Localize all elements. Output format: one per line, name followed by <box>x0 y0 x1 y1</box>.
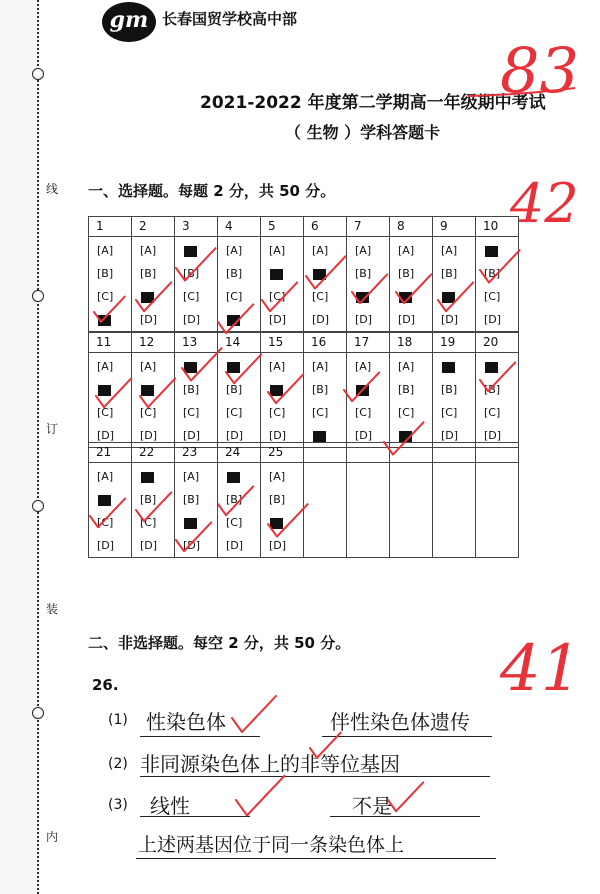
question-number: 8 <box>397 219 405 233</box>
question-header-cell <box>131 216 175 237</box>
answer-3-blank-2: 不是 <box>352 794 392 818</box>
binding-dotted-line <box>37 0 39 894</box>
question-number: 22 <box>139 445 155 459</box>
option-label: [D] <box>269 539 287 552</box>
question-number: 11 <box>96 335 112 349</box>
question-number: 12 <box>139 335 155 349</box>
filled-bubble <box>184 362 197 373</box>
filled-bubble <box>270 385 283 396</box>
option-label: [D] <box>312 313 330 326</box>
option-label: [D] <box>226 429 244 442</box>
option-label: [D] <box>97 429 115 442</box>
option-label: [B] <box>183 383 200 396</box>
binding-hole <box>32 68 44 80</box>
filled-bubble <box>270 269 283 280</box>
filled-bubble <box>98 385 111 396</box>
option-label: [C] <box>484 406 501 419</box>
option-label: [B] <box>226 267 243 280</box>
filled-bubble <box>98 495 111 506</box>
question-number: 18 <box>397 335 413 349</box>
option-label: [D] <box>140 539 158 552</box>
option-label: [C] <box>97 290 114 303</box>
question-options-cell <box>432 462 476 558</box>
binding-hole <box>32 500 44 512</box>
answer-3-blank-1: 线性 <box>150 794 190 818</box>
option-label: [C] <box>269 406 286 419</box>
option-label: [C] <box>484 290 501 303</box>
question-header-cell <box>432 216 476 237</box>
question-header-cell <box>346 442 390 463</box>
option-label: [C] <box>398 406 415 419</box>
filled-bubble <box>270 518 283 529</box>
answer-line <box>322 736 492 737</box>
option-label: [D] <box>183 313 201 326</box>
answer-line <box>330 816 480 817</box>
question-number: 19 <box>440 335 456 349</box>
option-label: [C] <box>183 406 200 419</box>
option-label: [D] <box>183 429 201 442</box>
option-label: [D] <box>226 539 244 552</box>
option-label: [C] <box>226 290 243 303</box>
school-logo: gm <box>102 2 156 42</box>
option-label: [A] <box>97 360 114 373</box>
option-label: [B] <box>484 383 501 396</box>
option-label: [A] <box>355 360 372 373</box>
filled-bubble <box>227 362 240 373</box>
option-label: [D] <box>355 429 373 442</box>
question-options-cell <box>346 462 390 558</box>
binding-label-inner: 内 <box>46 830 59 844</box>
option-label: [A] <box>269 470 286 483</box>
question-number: 15 <box>268 335 284 349</box>
option-label: [B] <box>269 493 286 506</box>
question-number: 5 <box>268 219 276 233</box>
check-mark <box>388 782 423 811</box>
filled-bubble <box>399 431 412 442</box>
binding-hole <box>32 290 44 302</box>
option-label: [C] <box>97 516 114 529</box>
option-label: [B] <box>398 267 415 280</box>
option-label: [A] <box>269 360 286 373</box>
option-label: [A] <box>398 360 415 373</box>
option-label: [A] <box>312 244 329 257</box>
option-label: [B] <box>484 267 501 280</box>
option-label: [D] <box>484 429 502 442</box>
option-label: [D] <box>398 313 416 326</box>
option-label: [A] <box>140 244 157 257</box>
option-label: [B] <box>398 383 415 396</box>
question-header-cell <box>432 442 476 463</box>
filled-bubble <box>227 472 240 483</box>
option-label: [B] <box>441 383 458 396</box>
answer-grid <box>88 216 518 556</box>
question-number: 23 <box>182 445 198 459</box>
section2-score: 41 <box>500 632 582 706</box>
subject-line: （ 生物 ）学科答题卡 <box>285 123 441 142</box>
question-number: 17 <box>354 335 370 349</box>
question-number: 21 <box>96 445 112 459</box>
question-header-cell <box>346 216 390 237</box>
binding-label-line: 线 <box>46 182 59 196</box>
option-label: [B] <box>183 267 200 280</box>
question-header-cell <box>260 216 304 237</box>
option-label: [D] <box>97 539 115 552</box>
filled-bubble <box>98 315 111 326</box>
question-number: 20 <box>483 335 499 349</box>
option-label: [C] <box>441 406 458 419</box>
filled-bubble <box>184 246 197 257</box>
filled-bubble <box>141 385 154 396</box>
option-label: [C] <box>140 516 157 529</box>
option-label: [A] <box>140 360 157 373</box>
question-header-cell <box>174 216 218 237</box>
option-label: [C] <box>312 406 329 419</box>
question-number: 16 <box>311 335 327 349</box>
option-label: [A] <box>226 244 243 257</box>
answer-2-blank: 非同源染色体上的非等位基因 <box>140 752 400 776</box>
option-label: [A] <box>97 244 114 257</box>
binding-hole <box>32 707 44 719</box>
option-label: [C] <box>226 516 243 529</box>
question-header-cell <box>389 442 433 463</box>
option-label: [B] <box>312 383 329 396</box>
answer-1-label: (1) <box>108 712 128 728</box>
option-label: [B] <box>97 267 114 280</box>
question-header-cell <box>303 442 347 463</box>
question-number: 1 <box>96 219 104 233</box>
binding-label-staple: 订 <box>46 422 59 436</box>
option-label: [B] <box>441 267 458 280</box>
option-label: [C] <box>312 290 329 303</box>
filled-bubble <box>141 292 154 303</box>
option-label: [B] <box>226 493 243 506</box>
option-label: [A] <box>355 244 372 257</box>
option-label: [D] <box>441 313 459 326</box>
filled-bubble <box>141 472 154 483</box>
option-label: [B] <box>140 267 157 280</box>
option-label: [C] <box>183 290 200 303</box>
question-options-cell <box>303 462 347 558</box>
option-label: [A] <box>398 244 415 257</box>
question-number: 7 <box>354 219 362 233</box>
question-number: 24 <box>225 445 241 459</box>
filled-bubble <box>399 292 412 303</box>
answer-1-blank-2: 伴性染色体遗传 <box>330 710 470 734</box>
filled-bubble <box>184 518 197 529</box>
option-label: [A] <box>269 244 286 257</box>
option-label: [D] <box>441 429 459 442</box>
question-options-cell <box>389 462 433 558</box>
option-label: [A] <box>441 244 458 257</box>
school-name: 长春国贸学校高中部 <box>162 10 298 28</box>
filled-bubble <box>442 362 455 373</box>
option-label: [C] <box>140 406 157 419</box>
question-number: 4 <box>225 219 233 233</box>
answer-line <box>140 736 260 737</box>
question-number: 6 <box>311 219 319 233</box>
option-label: [A] <box>312 360 329 373</box>
answer-line <box>136 858 496 859</box>
answer-line <box>140 776 490 777</box>
check-mark <box>236 776 284 816</box>
question-number: 25 <box>268 445 284 459</box>
section1-score: 42 <box>510 172 579 235</box>
check-mark <box>232 696 276 732</box>
filled-bubble <box>485 246 498 257</box>
filled-bubble <box>313 431 326 442</box>
filled-bubble <box>356 385 369 396</box>
answer-1-blank-1: 性染色体 <box>146 710 226 734</box>
question-number: 2 <box>139 219 147 233</box>
filled-bubble <box>313 269 326 280</box>
section2-title: 二、非选择题。每空 2 分，共 50 分。 <box>88 634 351 652</box>
answer-3-label: (3) <box>108 797 128 813</box>
question-number: 14 <box>225 335 241 349</box>
binding-strip <box>0 0 40 894</box>
binding-label-bind: 装 <box>46 602 59 616</box>
option-label: [D] <box>269 313 287 326</box>
question-number: 10 <box>483 219 499 233</box>
answer-line <box>140 816 250 817</box>
question-header-cell <box>217 216 261 237</box>
question-header-cell <box>303 216 347 237</box>
option-label: [B] <box>183 493 200 506</box>
option-label: [C] <box>355 406 372 419</box>
question-26-number: 26. <box>92 676 119 694</box>
question-header-cell <box>389 216 433 237</box>
filled-bubble <box>442 292 455 303</box>
question-header-cell <box>475 442 519 463</box>
question-header-cell <box>88 216 132 237</box>
option-label: [D] <box>140 313 158 326</box>
option-label: [B] <box>226 383 243 396</box>
option-label: [D] <box>183 539 201 552</box>
question-number: 3 <box>182 219 190 233</box>
option-label: [B] <box>355 267 372 280</box>
option-label: [C] <box>97 406 114 419</box>
exam-title: 2021-2022 年度第二学期高一年级期中考试 <box>200 93 546 113</box>
filled-bubble <box>356 292 369 303</box>
option-label: [D] <box>269 429 287 442</box>
answer-3-explanation: 上述两基因位于同一条染色体上 <box>138 834 405 856</box>
question-number: 9 <box>440 219 448 233</box>
question-options-cell <box>475 462 519 558</box>
section1-title: 一、选择题。每题 2 分，共 50 分。 <box>88 182 336 200</box>
option-label: [A] <box>97 470 114 483</box>
filled-bubble <box>227 315 240 326</box>
option-label: [C] <box>226 406 243 419</box>
option-label: [D] <box>140 429 158 442</box>
question-number: 13 <box>182 335 198 349</box>
option-label: [D] <box>355 313 373 326</box>
option-label: [A] <box>183 470 200 483</box>
option-label: [C] <box>269 290 286 303</box>
option-label: [B] <box>140 493 157 506</box>
option-label: [D] <box>484 313 502 326</box>
total-score: 83 <box>500 34 579 107</box>
answer-2-label: (2) <box>108 756 128 772</box>
filled-bubble <box>485 362 498 373</box>
